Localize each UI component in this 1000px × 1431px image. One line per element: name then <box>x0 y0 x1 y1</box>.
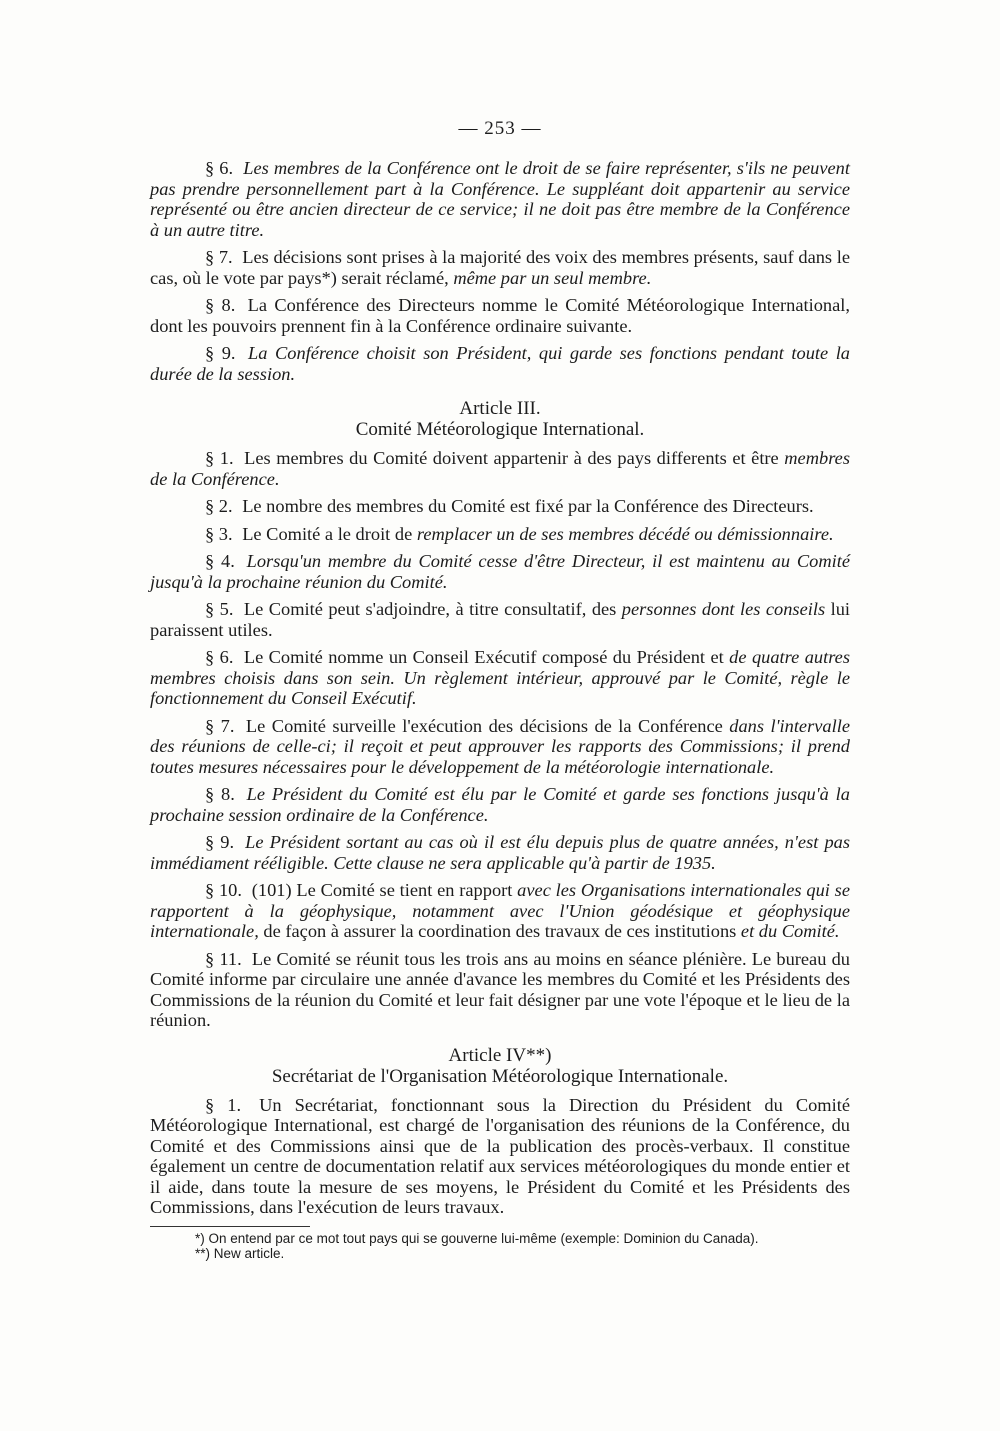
paragraph-c4 <box>150 551 850 592</box>
italic-text: et du Comité. <box>740 921 840 941</box>
section-number: § 11. <box>205 948 242 969</box>
section-number: § 1. <box>205 448 234 468</box>
article-heading-art4 <box>150 1045 850 1087</box>
article-title: Article IV**) <box>448 1044 552 1066</box>
section-number: § 9. <box>205 343 236 363</box>
footnote: *) On entend par ce mot tout pays qui se gouverne lui-même (exemple: Dominion du Canada). <box>195 1230 759 1246</box>
article-title: Article III. <box>459 398 541 419</box>
paragraph-p8 <box>150 295 850 336</box>
body-text: Le Comité se réunit tous les trois ans au moins en séance plénière. Le bureau du Comité informe par circulaire une année d'avance les membres du Comité et les Présidents des Commissions de la réunion du Comité et leur fait désigner par une vote l'époque et le lieu de la réunion. <box>150 948 850 1030</box>
italic-text: remplacer un de ses membres décédé ou démissionnaire. <box>416 523 834 544</box>
body-text: (101) Le Comité se tient en rapport <box>246 880 518 900</box>
paragraph-s1 <box>150 1095 850 1218</box>
italic-text: membres de la Conférence. <box>150 448 850 489</box>
body-text: de façon à assurer la coordination des travaux de ces institutions <box>258 921 741 941</box>
article-subtitle: Secrétariat de l'Organisation Météorologique Internationale. <box>271 1065 729 1087</box>
footnote: **) New article. <box>195 1245 285 1261</box>
section-number: § 9. <box>205 832 235 852</box>
paragraph-p7 <box>150 247 850 288</box>
paragraph-c1 <box>150 448 850 489</box>
section-number: § 1. <box>205 1094 242 1115</box>
article-heading-art3 <box>150 398 850 440</box>
italic-text: personnes dont les conseils <box>621 599 826 619</box>
footnote-divider <box>150 1226 310 1227</box>
section-number: § 6. <box>205 158 234 178</box>
italic-text: de quatre autres membres choisis dans son sein. Un règlement intérieur, approuvé par le Comité, règle le fonctionnement du Conseil Exécutif. <box>150 647 851 708</box>
paragraph-c11 <box>150 949 850 1031</box>
paragraph-c10 <box>150 880 850 942</box>
section-number: § 2. <box>205 496 233 516</box>
paragraph-c7 <box>150 716 850 778</box>
paragraph-c3 <box>150 524 850 545</box>
body-text: Les membres du Comité doivent appartenir à des pays differents et être <box>238 448 785 468</box>
body-text: Un Secrétariat, fonctionnant sous la Direction du Président du Comité Météorologique International, est chargé de l'organisation des réunions de la Conférence, du Comité et des Commissions ainsi que de la publication des procès-verbaux. Il constitue également un centre de documentation relatif aux services météorologiques du monde entier et il aide, dans toute la mesure de ses moyens, le Président du Comité et les Présidents des Commissions, dans l'exécution de leurs travaux. <box>150 1094 850 1217</box>
section-number: § 10. <box>205 880 242 900</box>
paragraph-p9 <box>150 343 850 384</box>
section-number: § 4. <box>205 551 235 571</box>
italic-text: Le Président sortant au cas où il est élu depuis plus de quatre années, n'est pas immédiament rééligible. Cette clause ne sera applicable qu'à partir de 1935. <box>150 832 850 873</box>
paragraph-c6 <box>150 647 850 709</box>
italic-text: Lorsqu'un membre du Comité cesse d'être Directeur, il est maintenu au Comité jusqu'à la prochaine réunion du Comité. <box>150 551 850 592</box>
body-text: Les décisions sont prises à la majorité des voix des membres présents, sauf dans le cas, où le vote par pays*) serait réclamé, <box>150 247 850 288</box>
body-text: Le Comité nomme un Conseil Exécutif composé du Président et <box>238 647 730 667</box>
document-body <box>150 158 850 1261</box>
section-number: § 7. <box>205 247 233 267</box>
italic-text: dans l'intervalle des réunions de celle-ci; il reçoit et peut approuver les rapports des Commissions; il prend toutes mesures nécessaires pour le développement de la météorologie internationale. <box>150 715 850 777</box>
section-number: § 6. <box>205 647 234 667</box>
article-subtitle: Comité Météorologique International. <box>355 419 645 440</box>
section-number: § 7. <box>205 715 235 736</box>
body-text: Le Comité surveille l'exécution des décisions de la Conférence <box>239 715 730 736</box>
body-text: Le nombre des membres du Comité est fixé par la Conférence des Directeurs. <box>237 496 814 516</box>
section-number: § 8. <box>205 784 235 804</box>
paragraph-p6 <box>150 158 850 240</box>
body-text: Le Comité peut s'adjoindre, à titre consultatif, des <box>238 599 622 619</box>
italic-text: même par un seul membre. <box>453 267 652 288</box>
italic-text: Les membres de la Conférence ont le droit de se faire représenter, s'ils ne peuvent pas prendre personnellement part à la Conférence. Le suppléant doit appartenir au service représenté ou être ancien directeur de ce service; il ne doit pas être membre de la Conférence à un autre titre. <box>150 158 850 240</box>
paragraph-c9 <box>150 832 850 873</box>
paragraph-c5 <box>150 599 850 640</box>
page-number: — 253 — <box>458 118 542 139</box>
body-text: La Conférence des Directeurs nomme le Comité Météorologique International, dont les pouvoirs prennent fin à la Conférence ordinaire suivante. <box>150 295 850 336</box>
paragraph-c2 <box>150 496 850 517</box>
italic-text: Le Président du Comité est élu par le Comité et garde ses fonctions jusqu'à la prochaine session ordinaire de la Conférence. <box>150 784 850 825</box>
section-number: § 5. <box>205 599 234 619</box>
section-number: § 3. <box>205 523 233 544</box>
section-number: § 8. <box>205 295 236 315</box>
paragraph-c8 <box>150 784 850 825</box>
body-text: Le Comité a le droit de <box>237 523 417 544</box>
body-text: lui paraissent utiles. <box>150 599 850 640</box>
italic-text: La Conférence choisit son Président, qui garde ses fonctions pendant toute la durée de la session. <box>150 343 850 384</box>
italic-text: avec les Organisations internationales qui se rapportent à la géophysique, notamment avec l'Union géodésique et géophysique internationale, <box>150 880 850 941</box>
